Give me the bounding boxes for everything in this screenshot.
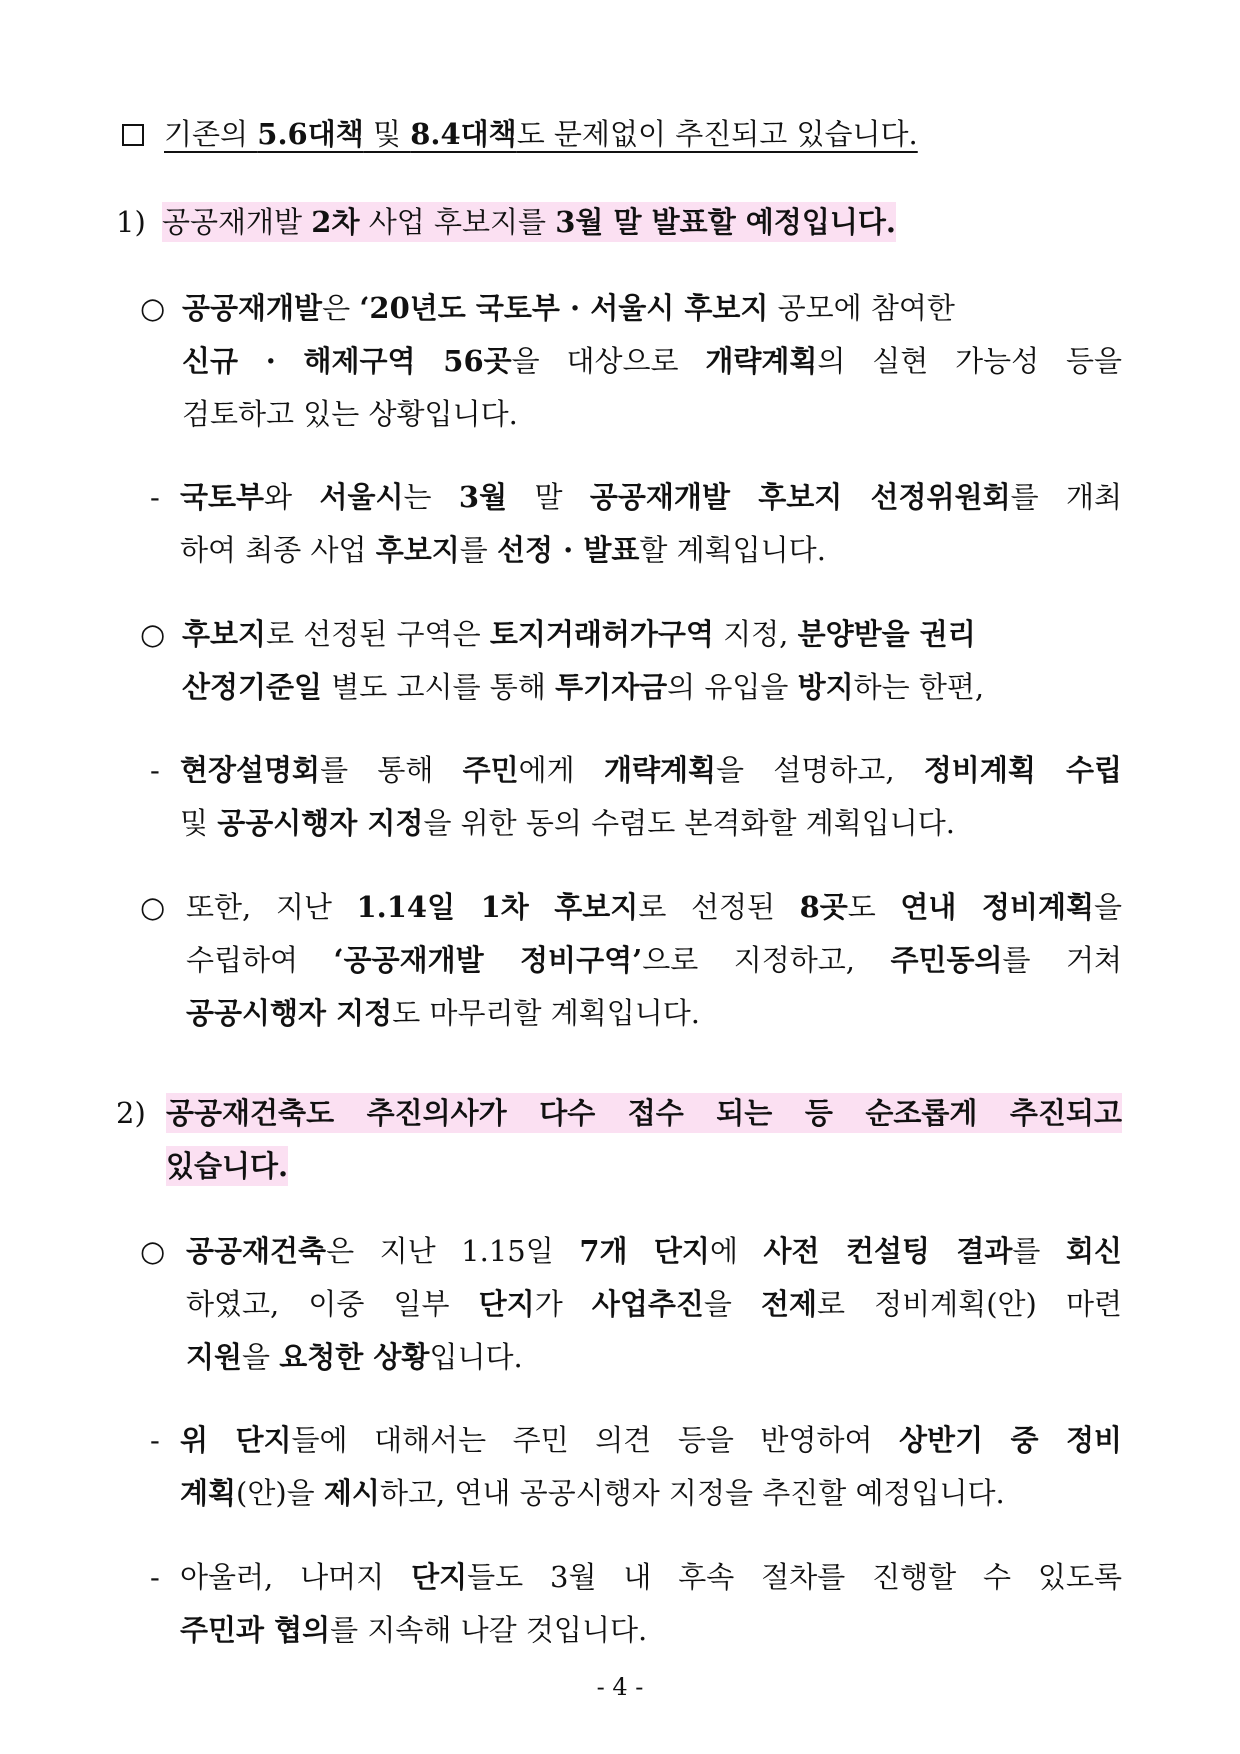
sec2-p3-line2: 주민과 협의를 지속해 나갈 것입니다. bbox=[180, 1613, 648, 1647]
sec1-p1-line3: 검토하고 있는 상황입니다. bbox=[182, 397, 518, 431]
sec1-p5-line2: 수립하여 ‘공공재개발 정비구역’으로 지정하고, 주민동의를 거쳐 bbox=[186, 943, 1122, 977]
sec1-p1-line1: 공공재개발은 ‘20년도 국토부 · 서울시 후보지 공모에 참여한 bbox=[182, 291, 955, 325]
bullet-dash-icon: - bbox=[150, 1423, 160, 1457]
sec2-p3-line1: 아울러, 나머지 단지들도 3월 내 후속 절차를 진행할 수 있도록 bbox=[180, 1560, 1122, 1594]
sec1-p4-line1: 현장설명회를 통해 주민에게 개략계획을 설명하고, 정비계획 수립 bbox=[180, 753, 1122, 787]
section-1-heading: 공공재개발 2차 사업 후보지를 3월 말 발표할 예정입니다. bbox=[162, 202, 896, 242]
sec1-p3-line1: 후보지로 선정된 구역은 토지거래허가구역 지정, 분양받을 권리 bbox=[182, 617, 976, 651]
section-1-number: 1) bbox=[116, 205, 146, 239]
page-number: - 4 - bbox=[596, 1673, 644, 1701]
sec2-p1-line1: 공공재건축은 지난 1.15일 7개 단지에 사전 컨설팅 결과를 회신 bbox=[186, 1234, 1122, 1268]
bullet-circle-icon: ○ bbox=[140, 617, 166, 651]
section-2-heading-line1: 공공재건축도 추진의사가 다수 접수 되는 등 순조롭게 추진되고 bbox=[166, 1093, 1122, 1133]
intro-line: 기존의 5.6대책 및 8.4대책도 문제없이 추진되고 있습니다. bbox=[164, 117, 918, 151]
bullet-dash-icon: - bbox=[150, 480, 160, 514]
bullet-circle-icon: ○ bbox=[140, 890, 166, 924]
section-2-number: 2) bbox=[116, 1096, 146, 1130]
sec2-p2-line1: 위 단지들에 대해서는 주민 의견 등을 반영하여 상반기 중 정비 bbox=[180, 1423, 1122, 1457]
sec1-p3-line2: 산정기준일 별도 고시를 통해 투기자금의 유입을 방지하는 한편, bbox=[182, 670, 985, 704]
sec1-p2-line2: 하여 최종 사업 후보지를 선정 · 발표할 계획입니다. bbox=[180, 533, 826, 567]
section-2-heading-line2: 있습니다. bbox=[166, 1146, 288, 1186]
bullet-dash-icon: - bbox=[150, 1560, 160, 1594]
sec2-p1-line2: 하였고, 이중 일부 단지가 사업추진을 전제로 정비계획(안) 마련 bbox=[186, 1287, 1122, 1321]
sec1-p4-line2: 및 공공시행자 지정을 위한 동의 수렴도 본격화할 계획입니다. bbox=[180, 806, 955, 840]
bullet-dash-icon: - bbox=[150, 753, 160, 787]
checkbox-square-icon bbox=[122, 124, 144, 146]
sec1-p2-line1: 국토부와 서울시는 3월 말 공공재개발 후보지 선정위원회를 개최 bbox=[180, 480, 1122, 514]
sec2-p1-line3: 지원을 요청한 상황입니다. bbox=[186, 1340, 523, 1374]
sec1-p5-line3: 공공시행자 지정도 마무리할 계획입니다. bbox=[186, 996, 700, 1030]
sec1-p5-line1: 또한, 지난 1.14일 1차 후보지로 선정된 8곳도 연내 정비계획을 bbox=[186, 890, 1122, 924]
sec2-p2-line2: 계획(안)을 제시하고, 연내 공공시행자 지정을 추진할 예정입니다. bbox=[180, 1476, 1005, 1510]
sec1-p1-line2: 신규 · 해제구역 56곳을 대상으로 개략계획의 실현 가능성 등을 bbox=[182, 344, 1122, 378]
bullet-circle-icon: ○ bbox=[140, 291, 166, 325]
bullet-circle-icon: ○ bbox=[140, 1234, 166, 1268]
